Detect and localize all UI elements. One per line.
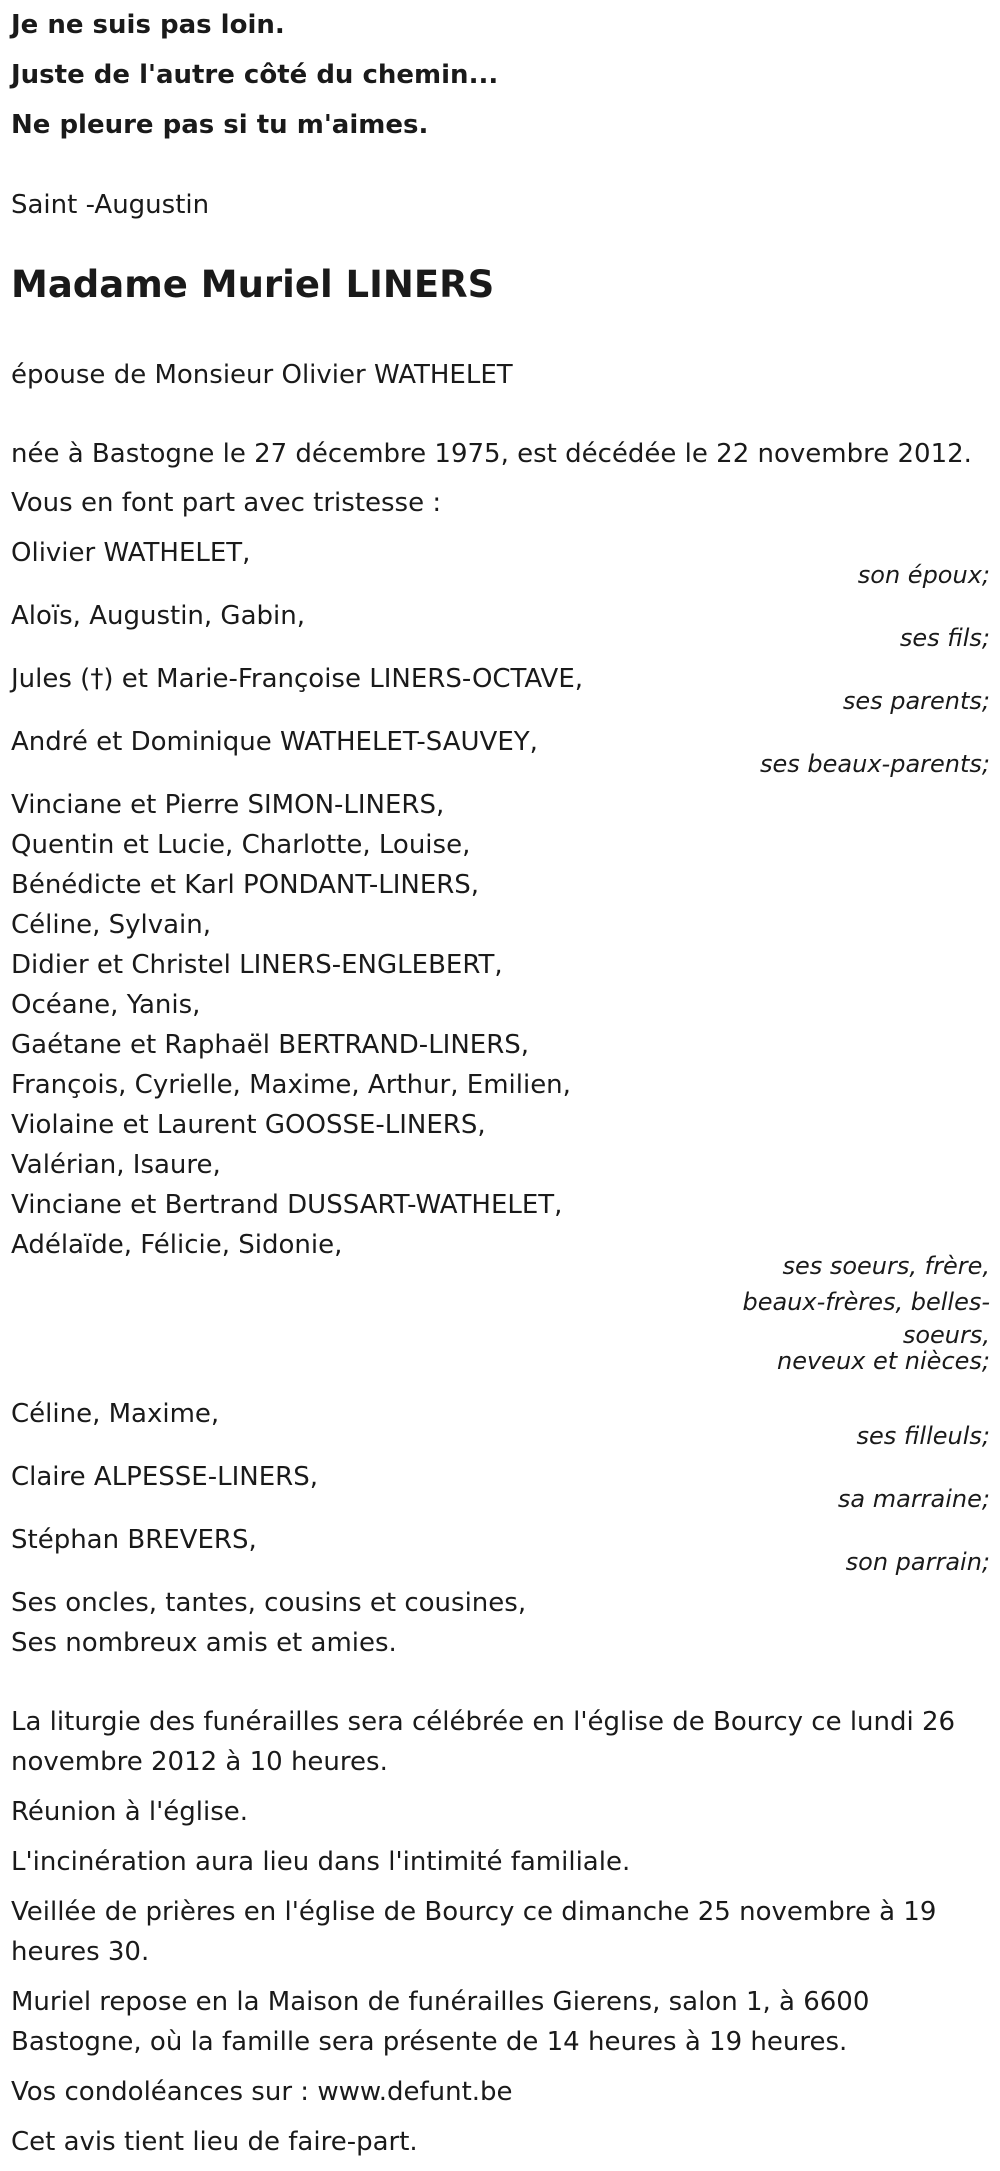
sibling-line: Adélaïde, Félicie, Sidonie, <box>11 1230 343 1260</box>
info-line: Veillée de prières en l'église de Bourcy ce dimanche 25 novembre à 19 <box>11 1897 937 1927</box>
sibling-line: Gaétane et Raphaël BERTRAND-LINERS, <box>11 1030 530 1060</box>
info-line: novembre 2012 à 10 heures. <box>11 1747 388 1777</box>
relation-godchildren: ses filleuls; <box>856 1422 990 1450</box>
family-inlaws: André et Dominique WATHELET-SAUVEY, <box>11 727 538 757</box>
family-sons: Aloïs, Augustin, Gabin, <box>11 601 305 631</box>
sibling-line: Vinciane et Pierre SIMON-LINERS, <box>11 790 445 820</box>
condolences-line: Vos condoléances sur : www.defunt.be <box>11 2077 513 2107</box>
relation-siblings-line: beaux-frères, belles- <box>742 1288 990 1316</box>
relation-godmother: sa marraine; <box>837 1485 990 1513</box>
relation-sons: ses fils; <box>899 624 990 652</box>
info-line: heures 30. <box>11 1937 150 1967</box>
info-line: Bastogne, où la famille sera présente de 14 heures à 19 heures. <box>11 2027 848 2057</box>
sibling-line: Valérian, Isaure, <box>11 1150 221 1180</box>
announce-line: Vous en font part avec tristesse : <box>11 488 442 518</box>
family-others-line: Ses oncles, tantes, cousins et cousines, <box>11 1588 527 1618</box>
sibling-line: Quentin et Lucie, Charlotte, Louise, <box>11 830 471 860</box>
sibling-line: Céline, Sylvain, <box>11 910 212 940</box>
relation-siblings <box>730 1248 990 1375</box>
poem-author: Saint -Augustin <box>11 190 210 220</box>
info-line: Réunion à l'église. <box>11 1797 249 1827</box>
family-godmother: Claire ALPESSE-LINERS, <box>11 1462 318 1492</box>
family-godchildren: Céline, Maxime, <box>11 1399 220 1429</box>
info-line: Cet avis tient lieu de faire-part. <box>11 2127 418 2157</box>
relation-siblings-line: soeurs, <box>902 1321 990 1349</box>
info-line: La liturgie des funérailles sera célébrée en l'église de Bourcy ce lundi 26 <box>11 1707 956 1737</box>
family-others-line: Ses nombreux amis et amies. <box>11 1628 397 1658</box>
sibling-line: François, Cyrielle, Maxime, Arthur, Emilien, <box>11 1070 571 1100</box>
relation-siblings-line: ses soeurs, frère, <box>782 1252 990 1280</box>
spouse-line: épouse de Monsieur Olivier WATHELET <box>11 360 513 390</box>
relation-parents: ses parents; <box>842 687 990 715</box>
info-line: Muriel repose en la Maison de funérailles Gierens, salon 1, à 6600 <box>11 1987 870 2017</box>
sibling-line: Violaine et Laurent GOOSSE-LINERS, <box>11 1110 486 1140</box>
relation-spouse: son époux; <box>857 561 990 589</box>
sibling-line: Vinciane et Bertrand DUSSART-WATHELET, <box>11 1190 563 1220</box>
poem-line-2: Juste de l'autre côté du chemin... <box>11 60 499 90</box>
family-parents: Jules (†) et Marie-Françoise LINERS-OCTAVE, <box>11 664 584 694</box>
sibling-line: Bénédicte et Karl PONDANT-LINERS, <box>11 870 480 900</box>
poem-line-3: Ne pleure pas si tu m'aimes. <box>11 110 429 140</box>
poem-line-1: Je ne suis pas loin. <box>11 10 285 40</box>
relation-siblings-line: neveux et nièces; <box>777 1347 990 1375</box>
relation-inlaws: ses beaux-parents; <box>760 750 990 778</box>
family-godfather: Stéphan BREVERS, <box>11 1525 257 1555</box>
relation-godfather: son parrain; <box>845 1548 990 1576</box>
sibling-line: Océane, Yanis, <box>11 990 201 1020</box>
birth-death-line: née à Bastogne le 27 décembre 1975, est décédée le 22 novembre 2012. <box>11 439 972 469</box>
info-line: L'incinération aura lieu dans l'intimité familiale. <box>11 1847 631 1877</box>
deceased-name: Madame Muriel LINERS <box>11 263 495 306</box>
sibling-line: Didier et Christel LINERS-ENGLEBERT, <box>11 950 503 980</box>
family-spouse: Olivier WATHELET, <box>11 538 251 568</box>
